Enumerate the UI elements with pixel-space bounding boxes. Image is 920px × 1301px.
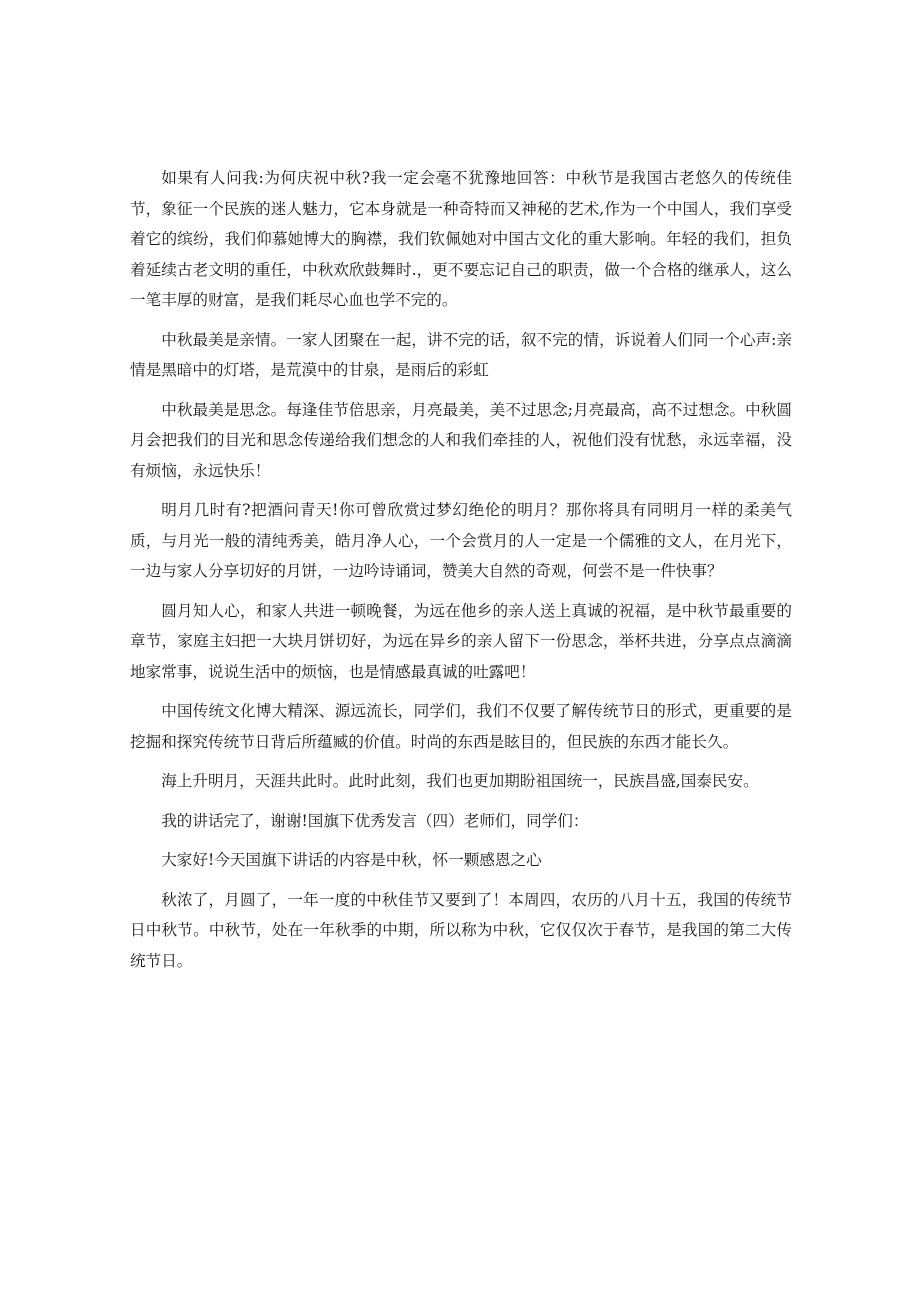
paragraph-2: 中秋最美是亲情。一家人团聚在一起，讲不完的话，叙不完的情，诉说着人们同一个心声:亲情是黑暗中的灯塔，是荒漠中的甘泉，是雨后的彩虹 [130, 330, 792, 379]
paragraph-3: 中秋最美是思念。每逢佳节倍思亲，月亮最美，美不过思念;月亮最高，高不过想念。中秋圆月会把我们的目光和思念传递给我们想念的人和我们牵挂的人，祝他们没有忧愁，永远幸福，没有烦恼，永远快乐！ [130, 400, 792, 480]
paragraph-5: 圆月知人心，和家人共进一顿晚餐，为远在他乡的亲人送上真诚的祝福，是中秋节最重要的章节，家庭主妇把一大块月饼切好，为远在异乡的亲人留下一份思念，举杯共进，分享点点滴滴地家常事，说说生活中的烦恼，也是情感最真诚的吐露吧！ [130, 601, 792, 681]
document-body [130, 163, 792, 985]
paragraph-9: 大家好!今天国旗下讲话的内容是中秋，怀一颗感恩之心 [161, 851, 542, 869]
paragraph-7: 海上升明月，天涯共此时。此时此刻，我们也更加期盼祖国统一，民族昌盛,国泰民安。 [161, 772, 759, 790]
paragraph-6: 中国传统文化博大精深、源远流长，同学们，我们不仅要了解传统节日的形式，更重要的是挖掘和探究传统节日背后所蕴臧的价值。时尚的东西是眩目的，但民族的东西才能长久。 [130, 702, 792, 751]
paragraph-4: 明月几时有?把酒问青天!你可曾欣赏过梦幻绝伦的明月？那你将具有同明月一样的柔美气质，与月光一般的清纯秀美，皓月净人心，一个会赏月的人一定是一个儒雅的文人，在月光下，一边与家人分享切好的月饼，一边吟诗诵词，赞美大自然的奇观，何尝不是一件快事？ [130, 501, 792, 580]
paragraph-10: 秋浓了，月圆了，一年一度的中秋佳节又要到了！本周四，农历的八月十五，我国的传统节日中秋节。中秋节，处在一年秋季的中期，所以称为中秋，它仅仅次于春节，是我国的第二大传统节日。 [130, 890, 792, 970]
paragraph-1: 如果有人问我:为何庆祝中秋?我一定会毫不犹豫地回答：中秋节是我国古老悠久的传统佳节，象征一个民族的迷人魅力，它本身就是一种奇特而又神秘的艺术,作为一个中国人，我们享受着它的缤纷，我们仰慕她博大的胸襟，我们钦佩她对中国古文化的重大影响。年轻的我们，担负着延续古老文明的重任，中秋欢欣鼓舞时.，更不要忘记自己的职责，做一个合格的继承人，这么一笔丰厚的财富，是我们耗尽心血也学不完的。 [130, 169, 792, 309]
paragraph-8: 我的讲话完了，谢谢!国旗下优秀发言（四）老师们，同学们： [161, 811, 589, 830]
